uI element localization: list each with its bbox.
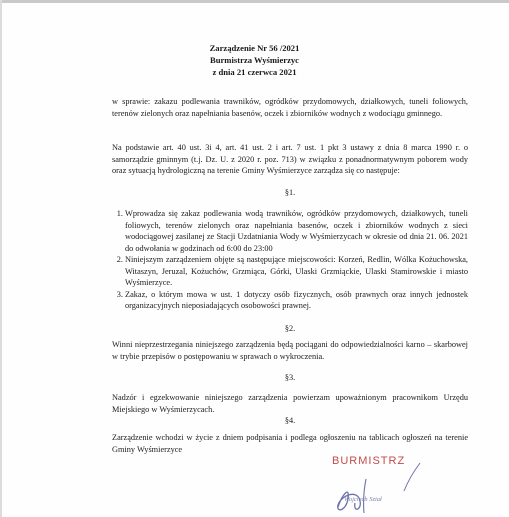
section-1-item: 2. Niniejszym zarządzeniem objęte są następujące miejscowości: Korzeń, Redlin, Wólka Kożuchowska, Witaszyn, Jeruzal, Kożuchów, Grzmiąca, Górki, Ulaski Grzmiąckie, Ulaski Stamirowskie i miasto Wyśmierzyce. [125,254,468,289]
signature-name: Wojciech Sział [344,496,382,503]
document-title: Zarządzenie Nr 56 /2021 [209,43,300,53]
document-issuer: Burmistrza Wyśmierzyc [209,55,299,65]
signature-stamp [308,455,428,515]
section-3-heading: §3. [284,373,296,382]
section-4-heading: §4. [284,416,296,425]
section-1-item: 3. Zakaz, o którym mowa w ust. 1 dotyczy osób fizycznych, osób prawnych oraz innych jednostek organizacyjnych nieposiadających osobowości prawnej. [125,289,468,312]
document-header [0,42,509,78]
section-4-paragraph: Zarządzenie wchodzi w życie z dniem podpisania i podlega ogłoszeniu na tablicach ogłoszeń na terenie Gminy Wyśmierzyce [112,433,468,454]
subject-paragraph: w sprawie: zakazu podlewania trawników, ogródków przydomowych, działkowych, tuneli foliowych, terenów zielonych oraz napełniania basenów, oczek i zbiorników wodnych z wodociągu gminnego. [112,97,468,118]
signature-title: BURMISTRZ [332,455,406,467]
section-2-heading: §2. [284,324,296,333]
section-1-item: 1. Wprowadza się zakaz podlewania wodą trawników, ogródków przydomowych, działkowych, tuneli foliowych, terenów zielonych oraz napełniania basenów, oczek i zbiorników wodnych z sieci wodociągowej zasilanej ze Stacji Uzdatniania Wody w Wyśmierzycach w okresie od dnia 21. 06. 2021 do odwołania w godzinach od 6:00 do 23:00 [125,208,468,254]
section-2-paragraph: Winni nieprzestrzegania niniejszego zarządzenia będą pociągani do odpowiedzialności karno – skarbowej w trybie przepisów o postępowaniu w sprawach o wykroczenia. [112,340,468,361]
document-date: z dnia 21 czerwca 2021 [212,67,297,77]
section-1-heading: §1. [284,188,296,197]
page-edge-top [0,0,509,3]
legal-basis-paragraph: Na podstawie art. 40 ust. 3i 4, art. 41 ust. 2 i art. 7 ust. 1 pkt 3 ustawy z dnia 8 marca 1990 r. o samorządzie gminnym (t.j. Dz. U. z 2020 r. poz. 713) w związku z ponadnormatywnym poborem wody oraz sytuacją hydrologiczną na terenie Gminy Wyśmierzyce zarządza się co następuje: [112,143,468,175]
section-1-list [112,208,468,312]
section-3-paragraph: Nadzór i egzekwowanie niniejszego zarządzenia powierzam upoważnionym pracownikom Urzędu Miejskiego w Wyśmierzycach. [112,393,468,414]
